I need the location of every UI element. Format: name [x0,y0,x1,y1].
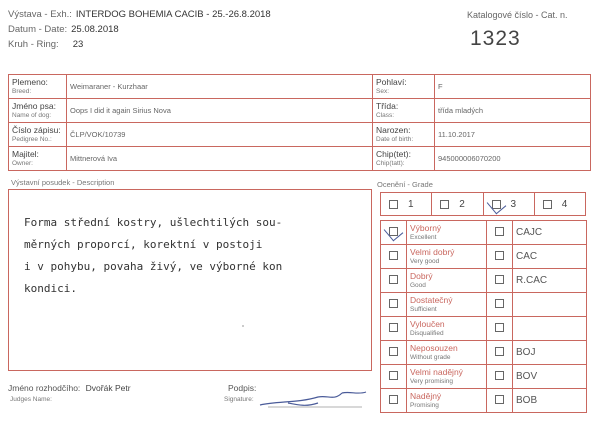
award-checkbox-cell[interactable] [381,317,407,341]
award-checkbox[interactable] [389,275,398,284]
title-award-cell [513,341,587,365]
title-checkbox[interactable] [495,275,504,284]
title-checkbox[interactable] [495,299,504,308]
title-checkbox-cell[interactable] [487,365,513,389]
title-award-cell [513,365,587,389]
show-value: INTERDOG BOHEMIA CACIB - 25.-26.8.2018 [75,9,271,20]
owner-value: Mittnerová Iva [67,147,373,171]
title-checkbox-cell[interactable] [487,341,513,365]
award-checkbox-cell[interactable] [381,293,407,317]
award-row [381,269,587,293]
award-title: Neposouzen [410,342,458,353]
title-checkbox[interactable] [495,227,504,236]
judge-line [8,383,131,393]
title-checkbox[interactable] [495,251,504,260]
award-checkbox-cell[interactable] [381,341,407,365]
award-label-cell [407,269,487,293]
signature-sub: Signature: [224,396,254,403]
award-checkbox[interactable] [389,299,398,308]
award-row [381,365,587,389]
award-row [381,341,587,365]
show-label: Výstava - Exh.: [8,9,72,20]
award-title: Vyloučen [410,318,445,329]
award-checkbox-cell[interactable] [381,269,407,293]
award-checkbox[interactable] [389,347,398,356]
award-title: Velmi dobrý [410,246,455,257]
judge-value: Dvořák Petr [85,383,131,393]
award-row [381,245,587,269]
title-award: R.CAC [516,275,548,286]
award-label-cell [407,293,487,317]
ring-value: 23 [72,39,84,50]
title-award: CAJC [516,227,543,238]
award-label-cell [407,221,487,245]
award-checkbox-checked[interactable] [389,227,398,236]
date-value: 25.08.2018 [71,24,119,35]
award-checkbox-cell[interactable] [381,365,407,389]
title-checkbox-cell[interactable] [487,317,513,341]
class-value: třída mladých [435,99,591,123]
title-checkbox-cell[interactable] [487,221,513,245]
award-checkbox[interactable] [389,395,398,404]
handwritten-signature [258,383,370,411]
breed-value: Weimaraner - Kurzhaar [67,75,373,99]
name-value: Oops I did it again Sirius Nova [67,99,373,123]
award-checkbox[interactable] [389,323,398,332]
reg-value: ČLP/VOK/10739 [67,123,373,147]
award-label-cell [407,317,487,341]
reg-label-cell: Číslo zápisu: Pedigree No.: [9,123,67,147]
grade-option-2[interactable]: 2 [432,193,483,215]
award-checkbox[interactable] [389,371,398,380]
award-row [381,317,587,341]
show-line [8,8,271,22]
description-line: kondici. [24,282,77,295]
class-label-cell: Třída: Class: [373,99,435,123]
judge-label: Jméno rozhodčího: [8,383,81,393]
award-row [381,221,587,245]
award-label-cell [407,245,487,269]
signature-label: Podpis: [228,383,257,393]
owner-label-cell: Majitel: Owner: [9,147,67,171]
title-award: CAC [516,251,538,262]
award-title: Nadějný [410,390,442,401]
title-award: BOB [516,395,538,406]
title-checkbox-cell[interactable] [487,245,513,269]
title-award-cell [513,269,587,293]
title-checkbox-cell[interactable] [487,293,513,317]
grade-option-4[interactable]: 4 [535,193,585,215]
dob-label-cell: Narozen: Date of birth: [373,123,435,147]
grade-checkbox[interactable] [389,200,398,209]
award-label-cell [407,365,487,389]
title-checkbox[interactable] [495,371,504,380]
award-label-cell [407,341,487,365]
title-award-cell [513,221,587,245]
chip-label-cell: Chip(tet): Chip(tatt): [373,147,435,171]
award-checkbox-cell[interactable] [381,245,407,269]
title-award: BOJ [516,347,536,358]
award-sub: Without grade [410,353,451,361]
speck [242,325,244,327]
grade-row [380,192,586,216]
title-award-cell [513,389,587,413]
description-line: měrných proporcí, korektní v postoji [24,238,263,251]
award-sub: Very good [410,257,440,265]
grade-label: Ocenění - Grade [377,180,433,189]
award-checkbox-cell[interactable] [381,221,407,245]
chip-value: 945000006070200 [435,147,591,171]
award-title: Velmi nadějný [410,366,463,377]
award-sub: Very promising [410,377,453,385]
title-checkbox-cell[interactable] [487,389,513,413]
award-checkbox-cell[interactable] [381,389,407,413]
dog-info-table [8,74,591,171]
grade-checkbox[interactable] [440,200,449,209]
award-title: Dobrý [410,270,433,281]
title-award-cell [513,245,587,269]
sex-value: F [435,75,591,99]
date-line [8,23,119,37]
description-line: Forma střední kostry, ušlechtilých sou- [24,216,283,229]
dob-value: 11.10.2017 [435,123,591,147]
award-sub: Good [410,281,426,289]
grade-option-1[interactable]: 1 [381,193,432,215]
sex-label-cell: Pohlaví: Sex: [373,75,435,99]
description-label: Výstavní posudek - Description [11,178,115,187]
title-award-cell [513,293,587,317]
award-sub: Promising [410,401,439,409]
title-checkbox[interactable] [495,323,504,332]
grade-checkbox[interactable] [543,200,552,209]
title-checkbox[interactable] [495,347,504,356]
award-title: Výborný [410,222,442,233]
grade-checkbox-checked[interactable] [492,200,501,209]
description-line: i v pohybu, povaha živý, ve výborné kon [24,260,283,273]
title-award-cell [513,317,587,341]
award-label-cell [407,389,487,413]
awards-table [380,220,587,413]
award-title: Dostatečný [410,294,453,305]
title-award: BOV [516,371,538,382]
name-label-cell: Jméno psa: Name of dog: [9,99,67,123]
ring-line [8,38,83,52]
title-checkbox-cell[interactable] [487,269,513,293]
breed-label-cell: Plemeno: Breed: [9,75,67,99]
award-sub: Excellent [410,233,437,241]
award-row [381,293,587,317]
award-checkbox[interactable] [389,251,398,260]
title-checkbox[interactable] [495,395,504,404]
catalog-label: Katalogové číslo - Cat. n. [467,10,568,20]
grade-option-3[interactable]: 3 [484,193,535,215]
award-row [381,389,587,413]
award-sub: Disqualified [410,329,444,337]
award-sub: Sufficient [410,305,437,313]
catalog-number: 1323 [470,27,521,50]
ring-label: Kruh - Ring: [8,39,59,50]
description-text [24,212,364,300]
judge-sub: Judges Name: [10,396,52,403]
date-label: Datum - Date: [8,24,68,35]
